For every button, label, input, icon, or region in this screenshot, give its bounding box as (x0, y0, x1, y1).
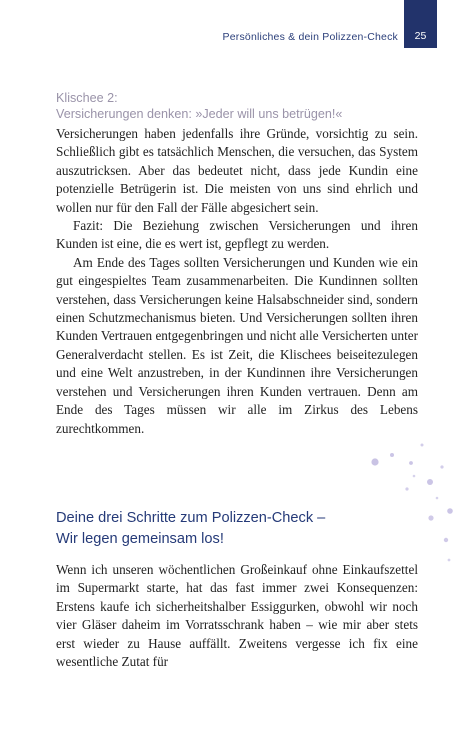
paragraph: Wenn ich unseren wöchentlichen Großeinkauf ohne Einkaufszettel im Supermarkt starte, hat das fast immer zwei Konsequenzen: Erstens kaufe ich sicherheitshalber Essiggurken, obwohl wir noch vier Gläser daheim im Vorratsschrank haben – wie mir aber stets erst wieder zu Hause auffällt. Zweitens vergesse ich fix eine wesentliche Zutat für (56, 562, 418, 670)
body-text-block (56, 125, 418, 438)
decor-dot (409, 461, 413, 465)
section-body-block (56, 561, 418, 671)
section-heading (56, 508, 436, 550)
klischee-title: Versicherungen denken: »Jeder will uns betrügen!« (56, 107, 343, 121)
decor-dot (444, 538, 448, 542)
decor-dot (405, 487, 408, 490)
decor-dot (448, 559, 451, 562)
klischee-heading (56, 90, 416, 122)
decor-dot (413, 475, 416, 478)
paragraph-fazit: Fazit: Die Beziehung zwischen Versicherungen und ihren Kunden ist eine, die es wert ist, gepflegt zu werden. (56, 218, 418, 252)
section-heading-line: Wir legen gemeinsam los! (56, 531, 224, 547)
paragraph: Versicherungen haben jedenfalls ihre Gründe, vorsichtig zu sein. Schließlich gibt es tatsächlich Menschen, die versuchen, das System auszutricksen. Aber das bedeutet nicht, dass jede Kundin eine potenzielle Betrügerin ist. Die meisten von uns sind ehrlich und wollen nur für den Fall der Fälle abgesichert sein. (56, 126, 418, 215)
paragraph: Am Ende des Tages sollten Versicherungen und Kunden wie ein gut eingespieltes Team zusammenarbeiten. Die Kundinnen sollten verstehen, dass Versicherungen keine Halsabschneider sind, sondern einen Schutzmechanismus bieten. Und Versicherungen sollten ihren Kunden Vertrauen entgegenbringen und nicht alle Versicherten unter Generalverdacht stellen. Es ist Zeit, die Klischees beiseitezulegen und eine Welt anzustreben, in der Kundinnen ihre Versicherungen verstehen und Versicherungen ihren Kunden vertrauen. Denn am Ende des Tages müssen wir alle im Zirkus des Lebens zurechtkommen. (56, 254, 418, 436)
decor-dot (371, 458, 378, 465)
page-number-tab (404, 0, 437, 48)
decor-dot (447, 508, 453, 514)
klischee-number: Klischee 2: (56, 91, 118, 105)
decor-dot (390, 453, 394, 457)
decor-dot (440, 465, 443, 468)
page-number: 25 (414, 30, 427, 42)
running-header: Persönliches & dein Polizzen-Check (222, 31, 398, 43)
decor-dot (421, 444, 424, 447)
decor-dot (427, 479, 433, 485)
decor-dot (436, 497, 439, 500)
section-heading-line: Deine drei Schritte zum Polizzen-Check – (56, 510, 326, 526)
